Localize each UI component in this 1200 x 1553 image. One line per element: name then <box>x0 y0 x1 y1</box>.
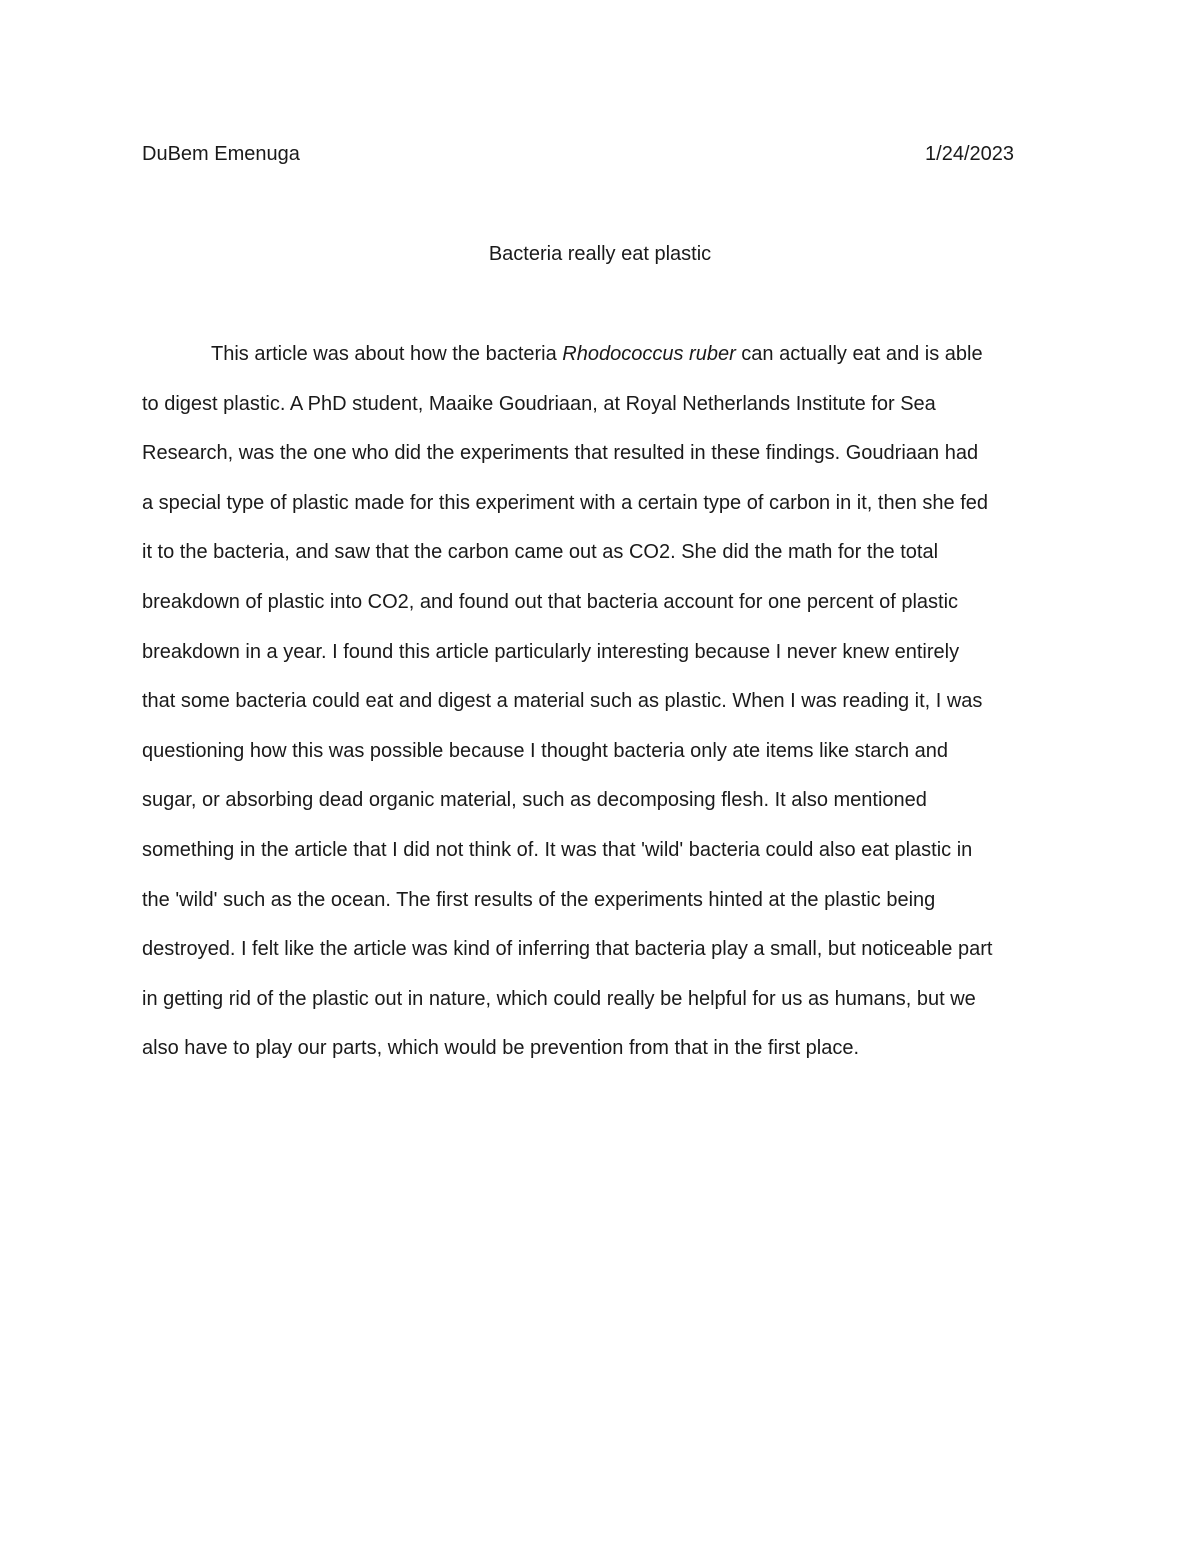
author-name: DuBem Emenuga <box>142 143 300 165</box>
paragraph-line: the 'wild' such as the ocean. The first results of the experiments hinted at the plastic being <box>142 888 936 911</box>
paragraph-line: something in the article that I did not think of. It was that 'wild' bacteria could also eat plastic in <box>142 838 973 861</box>
paragraph-line: it to the bacteria, and saw that the carbon came out as CO2. She did the math for the total <box>142 541 939 564</box>
paragraph-line: destroyed. I felt like the article was kind of inferring that bacteria play a small, but noticeable part <box>142 938 993 961</box>
species-name: Rhodococcus ruber <box>562 343 736 365</box>
body-paragraph <box>142 341 1072 1085</box>
paragraph-line: Research, was the one who did the experiments that resulted in these findings. Goudriaan had <box>142 442 979 465</box>
line-text: This article was about how the bacteria <box>211 343 563 365</box>
paragraph-line: in getting rid of the plastic out in nature, which could really be helpful for us as humans, but we <box>142 987 976 1010</box>
document-title: Bacteria really eat plastic <box>488 243 712 265</box>
paragraph-line: questioning how this was possible because I thought bacteria only ate items like starch and <box>142 739 949 762</box>
paragraph-line: to digest plastic. A PhD student, Maaike Goudriaan, at Royal Netherlands Institute for Sea <box>142 392 936 415</box>
paragraph-line <box>142 341 1072 391</box>
paragraph-line: a special type of plastic made for this experiment with a certain type of carbon in it, then she fed <box>142 491 989 514</box>
line-text: can actually eat and is able <box>735 343 983 365</box>
paragraph-line: that some bacteria could eat and digest a material such as plastic. When I was reading it, I was <box>142 690 983 713</box>
paragraph-line: also have to play our parts, which would be prevention from that in the first place. <box>142 1037 860 1060</box>
document-header <box>142 141 1014 167</box>
document-date: 1/24/2023 <box>925 143 1014 165</box>
paragraph-line: sugar, or absorbing dead organic material, such as decomposing flesh. It also mentioned <box>142 789 927 812</box>
paragraph-line: breakdown of plastic into CO2, and found out that bacteria account for one percent of plastic <box>142 590 959 613</box>
paragraph-line: breakdown in a year. I found this article particularly interesting because I never knew entirely <box>142 640 960 663</box>
